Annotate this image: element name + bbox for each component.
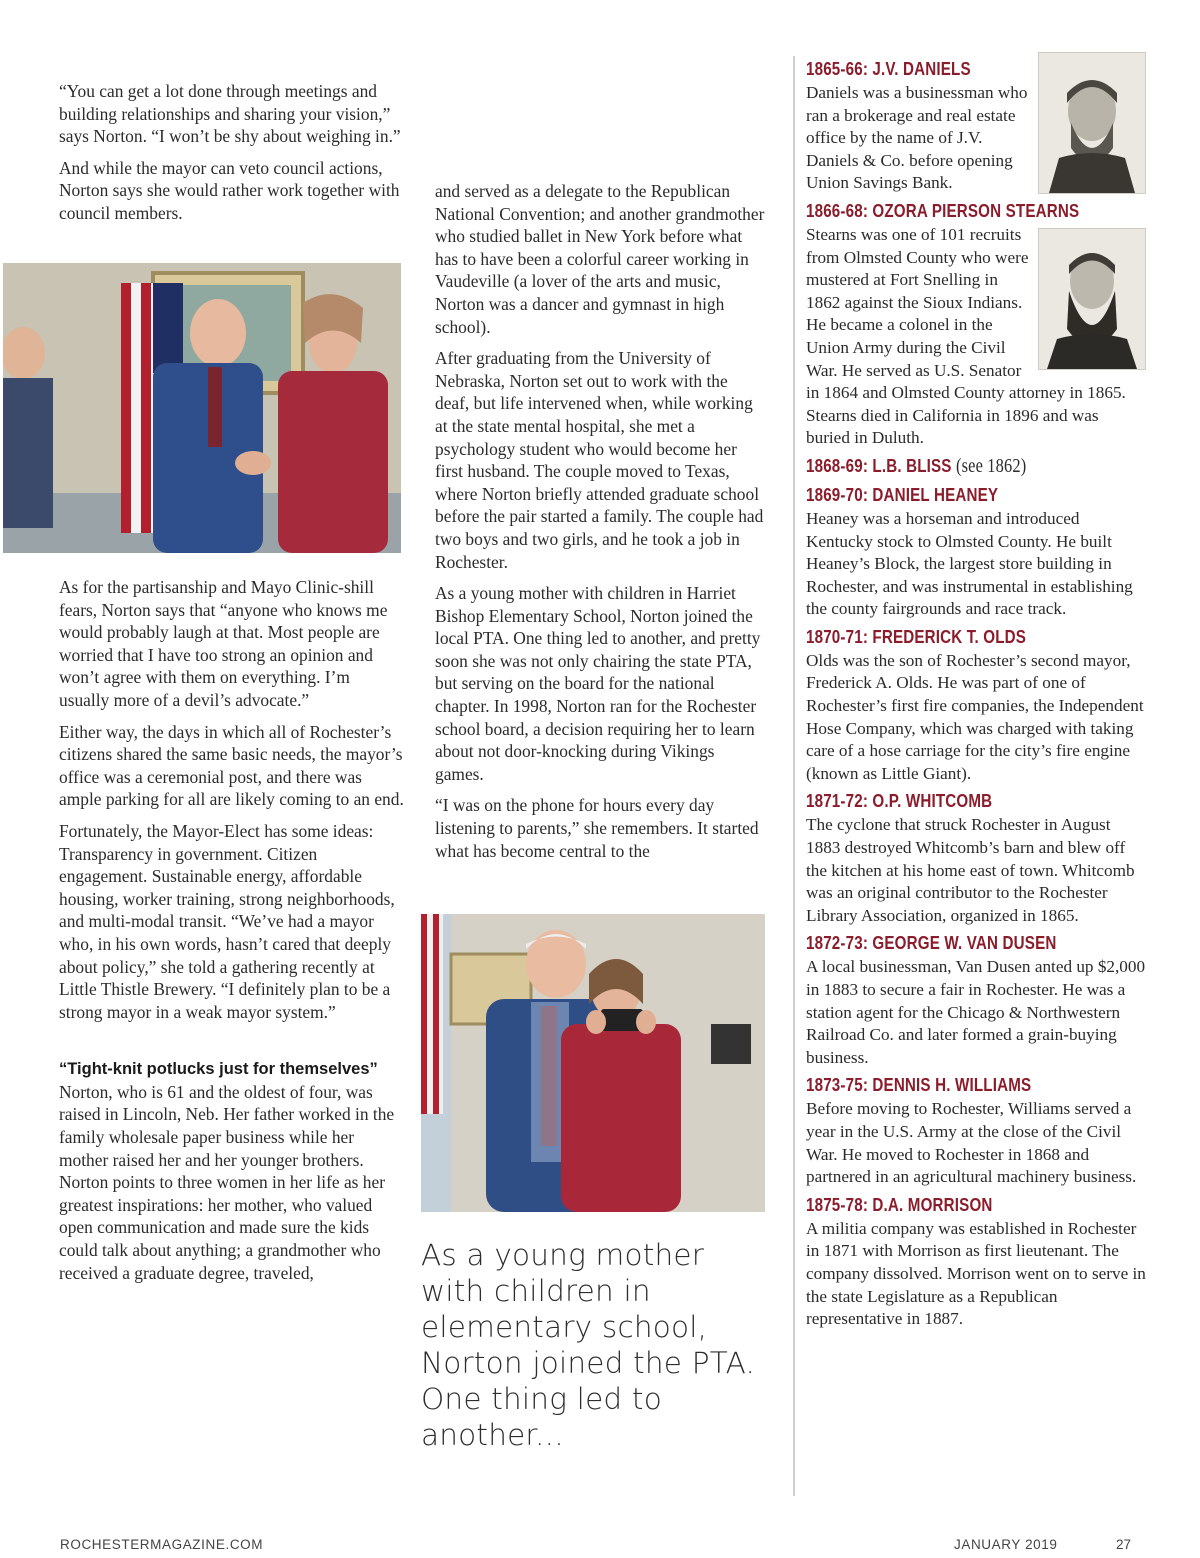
mayor-heading <box>806 453 1085 479</box>
mayor-bio: The cyclone that struck Rochester in August 1883 destroyed Whitcomb’s barn and blew off the kitchen at his home east of town. Whitcomb was an original contributor to the Rochester Library Association, organized in 1865. <box>806 815 1135 925</box>
mayor-heading: 1870-71: FREDERICK T. OLDS <box>806 625 1027 647</box>
pull-quote: As a young mother with children in elementary school, Norton joined the PTA. One thing led to another... <box>421 1238 756 1452</box>
mayor-bio: A militia company was established in Rochester in 1871 with Morrison as first lieutenant. The company dissolved. Morrison went on to serve in the state Legislature as a Republican representative in 1887. <box>806 1218 1146 1329</box>
mayor-entry <box>806 56 1146 195</box>
paragraph: As a young mother with children in Harriet Bishop Elementary School, Norton joined the local PTA. One thing led to another, and pretty soon she was not only chairing the state PTA, but serving on the board for the national chapter. In 1998, Norton ran for the Rochester school board, a decision requiring her to learn about not door-knocking during Vikings games. <box>435 583 761 784</box>
mayor-bio: Daniels was a businessman who ran a brokerage and real estate office by the name of J.V. Daniels & Co. before opening Union Savings Bank. <box>806 83 1028 193</box>
mayor-heading: 1866-68: OZORA PIERSON STEARNS <box>806 199 1080 221</box>
article-column-1-top <box>59 80 404 234</box>
mayor-bio: Before moving to Rochester, Williams served a year in the U.S. Army at the close of the Civil War. He moved to Rochester in 1868 and partnered in an agricultural machinery business. <box>806 1099 1137 1187</box>
mayor-bio: Stearns was one of 101 recruits from Olmsted County who were mustered at Fort Snelling in 1862 against the Sioux Indians. He became a colonel in the Union Army during the Civil War. He served as U.S. Senator in 1864 and Olmsted County attorney in 1865. Stearns died in California in 1896 and was buried in Duluth. <box>806 224 1126 448</box>
mayor-entry <box>806 453 1146 479</box>
mayor-bio: A local businessman, Van Dusen anted up $2,000 in 1883 to secure a fair in Rochester. He was a station agent for the Chicago & Northwestern Railroad Co. and later formed a grain-buying business. <box>806 957 1146 1067</box>
subhead-paragraph <box>59 1057 404 1284</box>
paragraph: After graduating from the University of Nebraska, Norton set out to work with the deaf, but life intervened when, while working at the state mental hospital, she met a psychology student who would become her first husband. The couple moved to Texas, where Norton briefly attended graduate school before the pair started a family. The couple had two boys and two girls, and he took a job in Rochester. <box>435 348 764 572</box>
mayor-entry <box>806 1192 1146 1331</box>
photo-handshake <box>3 263 401 553</box>
mayor-heading-text: 1868-69: L.B. BLISS <box>806 454 952 476</box>
article-column-1-bottom <box>59 576 404 1293</box>
photo-selfie <box>421 914 765 1212</box>
mayor-entry <box>806 788 1146 927</box>
paragraph: “You can get a lot done through meetings and building relationships and sharing your vision,” says Norton. “I won’t be shy about weighing in.” <box>59 81 401 147</box>
article-column-2 <box>435 180 765 871</box>
paragraph: and served as a delegate to the Republican National Convention; and another grandmother who studied ballet in New York before what has to have been a colorful career working in Vaudeville (a lover of the arts and music, Norton was a dancer and gymnast in high school). <box>435 181 765 337</box>
mayor-heading: 1875-78: D.A. MORRISON <box>806 1193 993 1215</box>
footer-issue: JANUARY 2019 <box>954 1537 1058 1552</box>
mayor-bio: Heaney was a horseman and introduced Kentucky stock to Olmsted County. He built Heaney’s Block, the largest store building in Rochester, and was instrumental in establishing the county fairgrounds and race track. <box>806 508 1133 619</box>
paragraph: And while the mayor can veto council actions, Norton says she would rather work together with council members. <box>59 157 400 223</box>
see-also-note: (see 1862) <box>955 454 1027 477</box>
paragraph: Either way, the days in which all of Rochester’s citizens shared the same basic needs, the mayor’s office was a ceremonial post, and there was ample parking for all are likely coming to an end. <box>59 721 404 810</box>
mayor-heading: 1865-66: J.V. DANIELS <box>806 58 971 79</box>
mayor-entry <box>806 198 1146 450</box>
page-number: 27 <box>1116 1537 1132 1552</box>
mayor-entry <box>806 930 1146 1069</box>
paragraph: Fortunately, the Mayor-Elect has some ideas: Transparency in government. Citizen engagement. Sustainable energy, affordable housing, worker training, strong neighborhoods, and multi-modal transit. “We’ve had a mayor who, in his own words, hasn’t cared that deeply about policy,” she told a gathering recently at Little Thistle Brewery. “I definitely plan to be a strong mayor in a weak mayor system.” <box>59 820 395 1022</box>
mayor-heading: 1872-73: GEORGE W. VAN DUSEN <box>806 932 1057 954</box>
subhead-body: Norton, who is 61 and the oldest of four, was raised in Lincoln, Neb. Her father worked in the family wholesale paper business while her mother raised her and her younger brothers. Norton points to three women in her life as her greatest inspirations: her mother, who valued open communication and made sure the kids could talk about anything; a grandmother who received a graduate degree, traveled, <box>59 1081 395 1283</box>
mayor-entry <box>806 1072 1146 1188</box>
paragraph: As for the partisanship and Mayo Clinic-shill fears, Norton says that “anyone who knows me would probably laugh at that. Most people are worried that I have too strong an opinion and won’t agree with them on everything. I’m usually more of a devil’s advocate.” <box>59 577 388 710</box>
mayor-bio: Olds was the son of Rochester’s second mayor, Frederick A. Olds. He was part of one of Rochester’s first fire companies, the Independent Hose Company, which was charged with taking care of a hose carriage for the city’s fire engine (known as Little Giant). <box>806 650 1144 783</box>
mayor-heading: 1873-75: DENNIS H. WILLIAMS <box>806 1074 1032 1096</box>
footer-site: ROCHESTERMAGAZINE.COM <box>60 1537 264 1552</box>
mayor-heading: 1869-70: DANIEL HEANEY <box>806 483 999 505</box>
mayor-heading: 1871-72: O.P. WHITCOMB <box>806 790 993 812</box>
mayors-sidebar <box>806 56 1146 1334</box>
paragraph: “I was on the phone for hours every day listening to parents,” she remembers. It started what has become central to the <box>435 795 759 861</box>
mayor-entry <box>806 624 1146 786</box>
portrait-stearns <box>1038 228 1146 370</box>
mayor-entry <box>806 482 1146 621</box>
sidebar-divider <box>793 56 795 1496</box>
subhead: “Tight-knit potlucks just for themselves” <box>59 1060 378 1079</box>
